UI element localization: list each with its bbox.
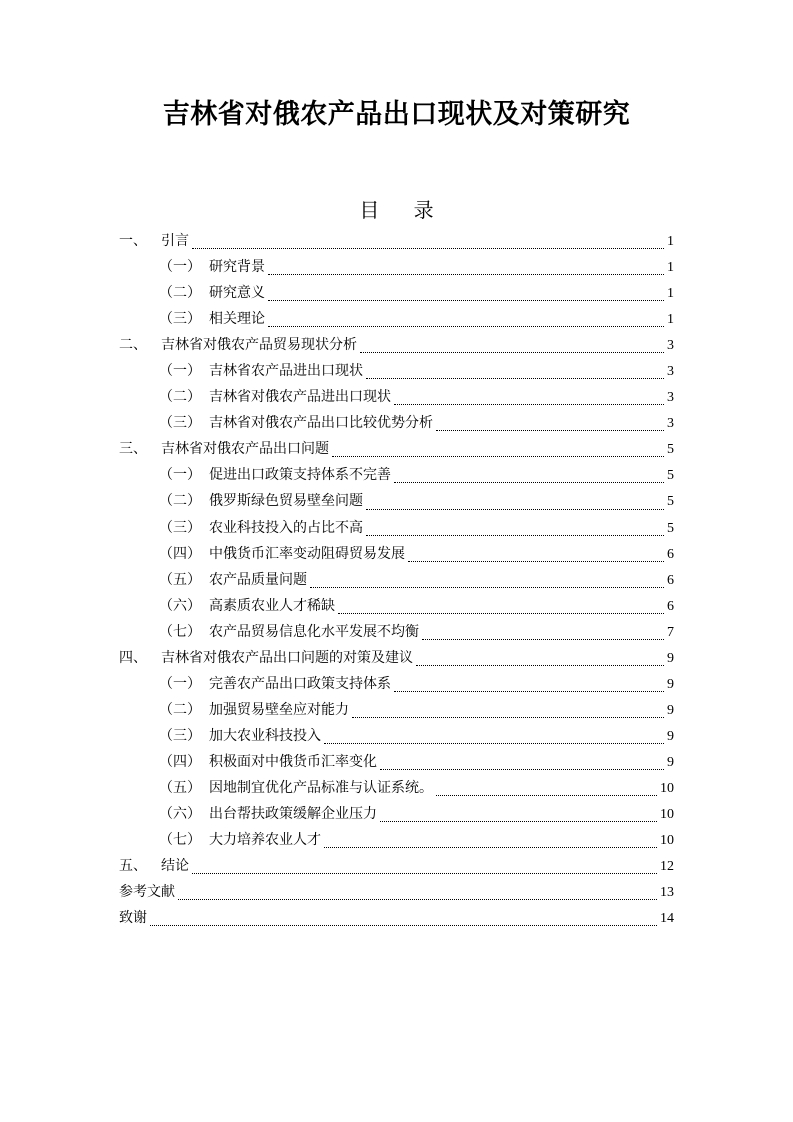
toc-entry-section[interactable] xyxy=(119,280,674,306)
toc-entry-chapter[interactable] xyxy=(119,879,674,905)
toc-entry-label: 加强贸易壁垒应对能力 xyxy=(209,701,349,718)
toc-entry-label: 吉林省农产品进出口现状 xyxy=(209,363,363,380)
toc-entry-number: （七） xyxy=(159,623,201,640)
toc-entry-label: 吉林省对俄农产品出口比较优势分析 xyxy=(209,415,433,432)
dot-leader xyxy=(380,821,657,822)
toc-entry-page-number: 5 xyxy=(667,520,674,536)
toc-entry-number: （一） xyxy=(159,259,201,276)
toc-entry-label: 吉林省对俄农产品进出口现状 xyxy=(209,389,391,406)
toc-entry-label: 高素质农业人才稀缺 xyxy=(209,597,335,614)
dot-leader xyxy=(422,639,664,640)
toc-entry-page-number: 10 xyxy=(660,807,674,823)
table-of-contents xyxy=(119,228,674,931)
dot-leader xyxy=(332,456,664,457)
toc-entry-section[interactable] xyxy=(119,827,674,853)
toc-entry-chapter[interactable] xyxy=(119,228,674,254)
toc-entry-section[interactable] xyxy=(119,723,674,749)
toc-entry-label: 加大农业科技投入 xyxy=(209,727,321,744)
toc-entry-label: 致谢 xyxy=(119,910,147,927)
toc-entry-number: （一） xyxy=(159,363,201,380)
toc-entry-page-number: 1 xyxy=(667,260,674,276)
toc-entry-number: （三） xyxy=(159,415,201,432)
toc-entry-section[interactable] xyxy=(119,515,674,541)
toc-entry-section[interactable] xyxy=(119,410,674,436)
toc-entry-section[interactable] xyxy=(119,775,674,801)
toc-entry-chapter[interactable] xyxy=(119,905,674,931)
toc-entry-page-number: 3 xyxy=(667,416,674,432)
dot-leader xyxy=(380,769,664,770)
toc-entry-label: 相关理论 xyxy=(209,311,265,328)
toc-entry-number: （三） xyxy=(159,519,201,536)
dot-leader xyxy=(178,899,657,900)
toc-entry-page-number: 9 xyxy=(667,754,674,770)
toc-entry-page-number: 12 xyxy=(660,859,674,875)
dot-leader xyxy=(360,352,664,353)
toc-entry-page-number: 9 xyxy=(667,650,674,666)
toc-entry-page-number: 1 xyxy=(667,286,674,302)
dot-leader xyxy=(192,248,664,249)
toc-entry-page-number: 10 xyxy=(660,833,674,849)
toc-entry-number: （五） xyxy=(159,779,201,796)
dot-leader xyxy=(436,430,664,431)
dot-leader xyxy=(192,873,657,874)
toc-entry-chapter[interactable] xyxy=(119,436,674,462)
toc-heading: 目 录 xyxy=(359,198,448,222)
toc-entry-page-number: 9 xyxy=(667,728,674,744)
toc-entry-page-number: 7 xyxy=(667,624,674,640)
dot-leader xyxy=(352,717,664,718)
toc-entry-number: （三） xyxy=(159,311,201,328)
toc-entry-label: 出台帮扶政策缓解企业压力 xyxy=(209,806,377,823)
toc-entry-page-number: 6 xyxy=(667,598,674,614)
toc-entry-section[interactable] xyxy=(119,254,674,280)
toc-entry-label: 因地制宜优化产品标准与认证系统。 xyxy=(209,779,433,796)
toc-entry-label: 农业科技投入的占比不高 xyxy=(209,519,363,536)
dot-leader xyxy=(310,587,664,588)
toc-entry-page-number: 14 xyxy=(660,911,674,927)
dot-leader xyxy=(338,613,664,614)
toc-entry-page-number: 13 xyxy=(660,885,674,901)
toc-entry-section[interactable] xyxy=(119,306,674,332)
toc-entry-page-number: 5 xyxy=(667,494,674,510)
toc-entry-number: （三） xyxy=(159,727,201,744)
toc-entry-number: 一、 xyxy=(119,233,147,249)
toc-entry-label: 农产品质量问题 xyxy=(209,571,307,588)
dot-leader xyxy=(394,691,664,692)
toc-entry-section[interactable] xyxy=(119,384,674,410)
toc-entry-number: （五） xyxy=(159,571,201,588)
toc-entry-label: 农产品贸易信息化水平发展不均衡 xyxy=(209,623,419,640)
toc-entry-number: （四） xyxy=(159,753,201,770)
dot-leader xyxy=(150,925,657,926)
toc-entry-chapter[interactable] xyxy=(119,645,674,671)
toc-entry-section[interactable] xyxy=(119,567,674,593)
toc-entry-page-number: 3 xyxy=(667,390,674,406)
toc-entry-page-number: 5 xyxy=(667,442,674,458)
toc-entry-number: 二、 xyxy=(119,337,147,354)
toc-entry-number: （四） xyxy=(159,545,201,562)
toc-entry-page-number: 1 xyxy=(667,234,674,249)
toc-entry-label: 研究意义 xyxy=(209,285,265,302)
toc-entry-page-number: 1 xyxy=(667,312,674,328)
dot-leader xyxy=(366,378,664,379)
toc-entry-label: 吉林省对俄农产品贸易现状分析 xyxy=(161,337,357,354)
dot-leader xyxy=(394,404,664,405)
toc-entry-section[interactable] xyxy=(119,541,674,567)
toc-entry-label: 引言 xyxy=(161,233,189,249)
toc-entry-section[interactable] xyxy=(119,697,674,723)
toc-entry-number: （六） xyxy=(159,806,201,823)
toc-entry-page-number: 5 xyxy=(667,468,674,484)
toc-entry-page-number: 3 xyxy=(667,338,674,354)
toc-entry-label: 大力培养农业人才 xyxy=(209,832,321,849)
toc-entry-label: 完善农产品出口政策支持体系 xyxy=(209,675,391,692)
dot-leader xyxy=(268,274,664,275)
toc-entry-number: （二） xyxy=(159,389,201,406)
toc-entry-label: 参考文献 xyxy=(119,884,175,901)
dot-leader xyxy=(268,300,664,301)
toc-entry-page-number: 3 xyxy=(667,364,674,380)
dot-leader xyxy=(366,535,664,536)
toc-entry-section[interactable] xyxy=(119,593,674,619)
toc-entry-number: （二） xyxy=(159,701,201,718)
toc-entry-number: （一） xyxy=(159,467,201,484)
toc-entry-section[interactable] xyxy=(119,462,674,488)
toc-entry-number: 三、 xyxy=(119,441,147,458)
dot-leader xyxy=(366,509,664,510)
toc-entry-section[interactable] xyxy=(119,488,674,514)
toc-entry-section[interactable] xyxy=(119,671,674,697)
toc-entry-number: 四、 xyxy=(119,649,147,666)
toc-entry-chapter[interactable] xyxy=(119,853,674,879)
dot-leader xyxy=(416,665,664,666)
toc-entry-section[interactable] xyxy=(119,619,674,645)
dot-leader xyxy=(408,561,664,562)
toc-entry-page-number: 9 xyxy=(667,676,674,692)
toc-entry-chapter[interactable] xyxy=(119,332,674,358)
toc-entry-section[interactable] xyxy=(119,358,674,384)
dot-leader xyxy=(394,482,664,483)
toc-entry-number: （二） xyxy=(159,285,201,302)
toc-entry-label: 吉林省对俄农产品出口问题 xyxy=(161,441,329,458)
toc-entry-section[interactable] xyxy=(119,749,674,775)
dot-leader xyxy=(324,743,664,744)
toc-entry-page-number: 10 xyxy=(660,780,674,796)
toc-entry-number: （七） xyxy=(159,832,201,849)
toc-entry-page-number: 9 xyxy=(667,702,674,718)
toc-entry-number: （二） xyxy=(159,493,201,510)
dot-leader xyxy=(268,326,664,327)
toc-entry-number: （一） xyxy=(159,675,201,692)
toc-entry-label: 吉林省对俄农产品出口问题的对策及建议 xyxy=(161,649,413,666)
toc-entry-label: 积极面对中俄货币汇率变化 xyxy=(209,753,377,770)
toc-entry-page-number: 6 xyxy=(667,546,674,562)
toc-entry-section[interactable] xyxy=(119,801,674,827)
toc-entry-number: 五、 xyxy=(119,858,147,875)
toc-entry-label: 研究背景 xyxy=(209,259,265,276)
toc-entry-label: 中俄货币汇率变动阻碍贸易发展 xyxy=(209,545,405,562)
toc-entry-label: 促进出口政策支持体系不完善 xyxy=(209,467,391,484)
toc-entry-page-number: 6 xyxy=(667,572,674,588)
toc-entry-label: 俄罗斯绿色贸易壁垒问题 xyxy=(209,493,363,510)
dot-leader xyxy=(324,847,657,848)
toc-entry-number: （六） xyxy=(159,597,201,614)
dot-leader xyxy=(436,795,657,796)
document-title: 吉林省对俄农产品出口现状及对策研究 xyxy=(162,99,631,130)
toc-entry-label: 结论 xyxy=(161,858,189,875)
